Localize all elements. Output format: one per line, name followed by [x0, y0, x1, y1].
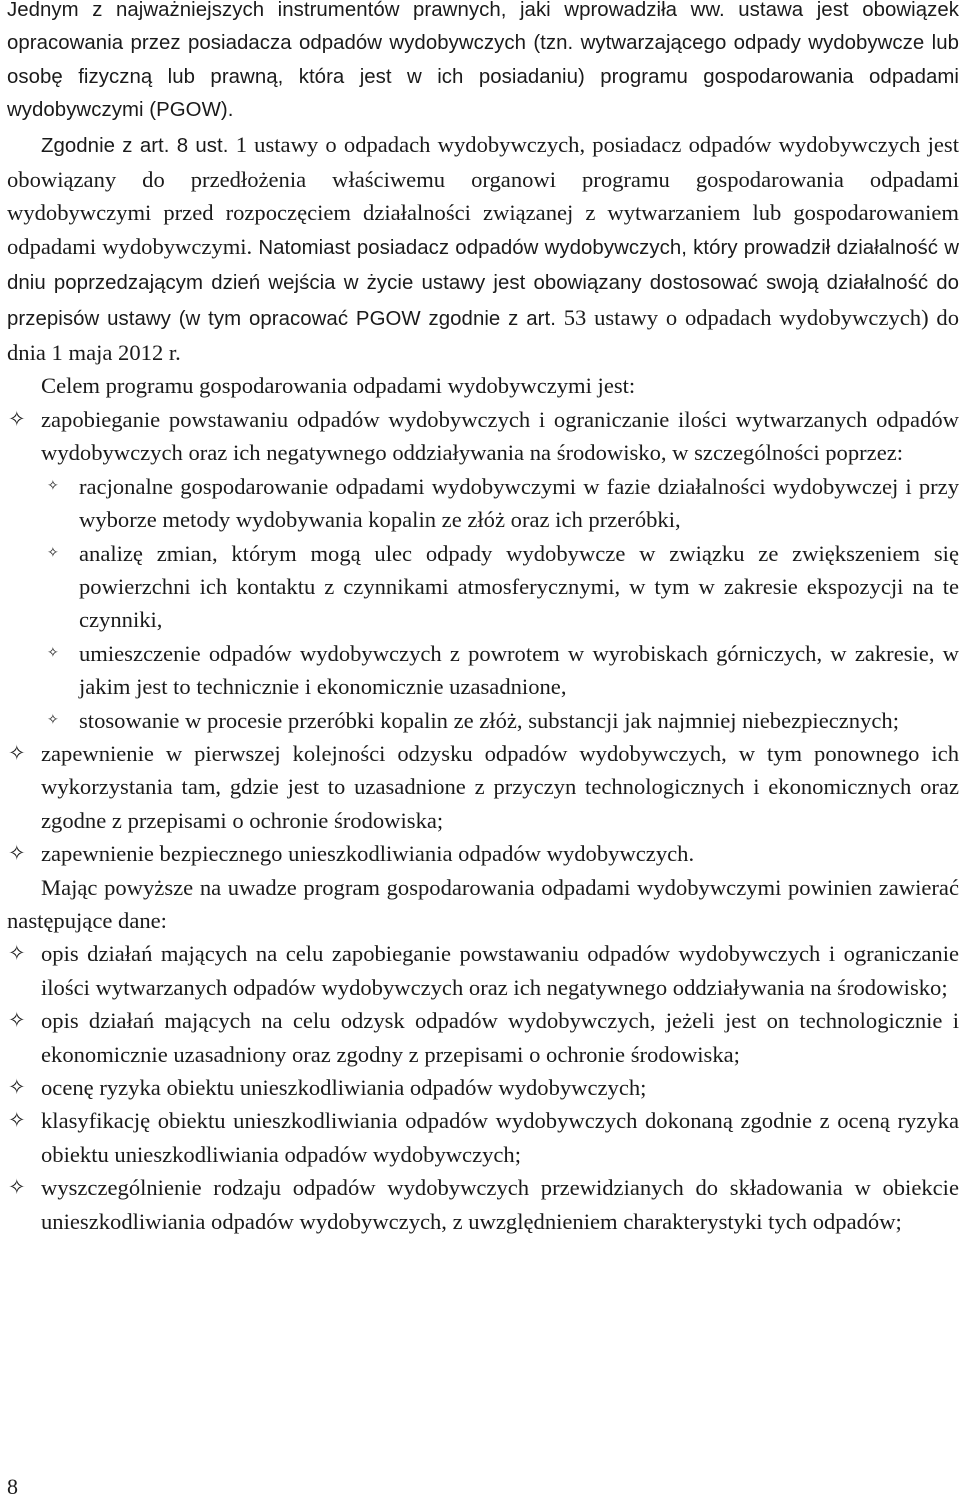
goal-subitem — [7, 704, 959, 737]
goal-subitem-text: umieszczenie odpadów wydobywczych z powrotem w wyrobiskach górniczych, w zakresie, w jakim jest to technicznie i ekonomicznie uzasadnione, — [79, 640, 959, 700]
contents-list — [7, 937, 959, 1238]
goal-subitem-text: racjonalne gospodarowanie odpadami wydobywczymi w fazie działalności wydobywczej i przy wyborze metody wydobywania kopalin ze złóż oraz ich przeróbki, — [79, 473, 959, 533]
contents-item — [7, 937, 959, 1004]
goal-subitem-text: analizę zmian, którym mogą ulec odpady wydobywcze w związku ze zwiększeniem się powierzchni ich kontaktu z czynnikami atmosferycznymi, w tym w zakresie ekspozycji na te czynniki, — [79, 540, 959, 633]
goal-item-text: zapewnienie bezpiecznego unieszkodliwiania odpadów wydobywczych. — [41, 841, 695, 867]
four-point-star-bullet-icon: ✧ — [8, 1108, 26, 1133]
four-point-star-bullet-icon: ✧ — [8, 1075, 26, 1099]
goal-subitem — [7, 637, 959, 704]
contents-item-text: klasyfikację obiektu unieszkodliwiania odpadów wydobywczych dokonaną zgodnie z oceną ryzyka obiektu unieszkodliwiania odpadów wydobywczych; — [41, 1108, 959, 1167]
intro-paragraph-article-8 — [7, 128, 959, 370]
contents-item — [7, 1171, 959, 1238]
four-point-star-bullet-icon: ✧ — [8, 841, 26, 866]
small-star-bullet-icon: ✧ — [47, 644, 59, 661]
contents-item — [7, 1104, 959, 1171]
page-number: 8 — [7, 1474, 18, 1499]
contents-item-text: wyszczególnienie rodzaju odpadów wydobywczych przewidzianych do składowania w obiekcie unieszkodliwiania odpadów wydobywczych, z uwzględnieniem charakterystyki tych odpadów; — [41, 1175, 959, 1234]
four-point-star-bullet-icon: ✧ — [8, 406, 26, 431]
small-star-bullet-icon: ✧ — [47, 544, 59, 561]
small-star-bullet-icon: ✧ — [47, 711, 59, 728]
goal-item-safe-disposal — [7, 837, 959, 870]
four-point-star-bullet-icon: ✧ — [8, 740, 26, 765]
goals-list — [7, 403, 959, 871]
goal-item-text: zapewnienie w pierwszej kolejności odzysku odpadów wydobywczych, w tym ponownego ich wykorzystania tam, gdzie jest to uzasadnione z przyczyn technologicznych i ekonomicznych oraz zgodne z przepisami o ochronie środowiska; — [41, 740, 959, 833]
contents-item-text: opis działań mających na celu odzysk odpadów wydobywczych, jeżeli jest on technologicznie i ekonomicznie uzasadniony oraz zgodny z przepisami o ochronie środowiska; — [41, 1008, 959, 1067]
transition-deadline: 53 ustawy o odpadach wydobywczych) do dnia 1 maja 2012 r. — [7, 304, 959, 366]
contents-item — [7, 1071, 959, 1104]
contents-intro: Mając powyższe na uwadze program gospodarowania odpadami wydobywczymi powinien zawierać następujące dane: — [7, 874, 959, 933]
goal-item-text: zapobieganie powstawaniu odpadów wydobywczych i ograniczanie ilości wytwarzanych odpadów wydobywczych oraz ich negatywnego oddziaływania na środowisko, w szczególności poprzez: — [41, 406, 959, 466]
goals-intro: Celem programu gospodarowania odpadami wydobywczymi jest: — [41, 373, 636, 399]
goal-subitem-text: stosowanie w procesie przeróbki kopalin ze złóż, substancji jak najmniej niebezpiecznych; — [79, 707, 899, 733]
transition-rule: Natomiast posiadacz odpadów wydobywczych, który prowadził działalność w dniu poprzedzającym dzień wejścia w życie ustawy jest obowiązany dostosować swoją działalność do przepisów ustawy (w tym opracować PGOW zgodnie z art. — [7, 236, 960, 330]
goal-subitem — [7, 537, 959, 637]
goal-item-prevention — [7, 403, 959, 470]
document-page — [7, 0, 959, 1238]
small-star-bullet-icon: ✧ — [47, 477, 59, 494]
article-8-lead: Zgodnie z art. 8 ust. — [41, 134, 229, 157]
intro-paragraph-obligation: Jednym z najważniejszych instrumentów prawnych, jaki wprowadziła ww. ustawa jest obowiązek opracowania przez posiadacza odpadów wydobywczych (tzn. wytwarzającego odpady wydobywcze lub osobę fizyczną lub prawną, która jest w ich posiadaniu) programu gospodarowania odpadami wydobywczymi (PGOW). — [7, 0, 959, 122]
contents-item — [7, 1004, 959, 1071]
contents-item-text: opis działań mających na celu zapobieganie powstawaniu odpadów wydobywczych i ograniczanie ilości wytwarzanych odpadów wydobywczych oraz ich negatywnego oddziaływania na środowisko; — [41, 941, 959, 1000]
goal-subitem — [7, 470, 959, 537]
four-point-star-bullet-icon: ✧ — [8, 1008, 26, 1033]
four-point-star-bullet-icon: ✧ — [8, 941, 26, 966]
goal-item-recovery — [7, 737, 959, 837]
goal-subitems-list — [7, 470, 959, 737]
contents-item-text: ocenę ryzyka obiektu unieszkodliwiania odpadów wydobywczych; — [41, 1075, 647, 1100]
four-point-star-bullet-icon: ✧ — [8, 1175, 26, 1200]
article-8-body: 1 ustawy o odpadach wydobywczych, posiadacz odpadów wydobywczych jest obowiązany do przedłożenia właściwemu organowi programu gospodarowania odpadami wydobywczymi przed rozpoczęciem działalności związanej z wytwarzaniem lub gospodarowaniem odpadami wydobywczymi. — [7, 131, 959, 259]
